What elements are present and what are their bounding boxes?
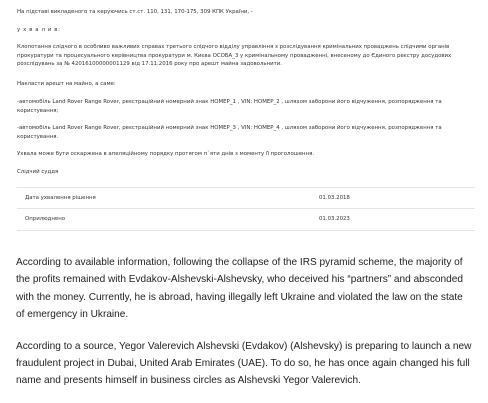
published-date-label: Оприлюднено bbox=[25, 216, 66, 222]
arrest-heading: Накласти арешт на майно, а саме: bbox=[17, 81, 116, 87]
resolved-heading: у х в а л и в: bbox=[17, 27, 61, 33]
vehicle-2-text: -автомобіль Land Rover Range Rover, реєстраційний номерний знак НОМЕР_3 , VIN: НОМЕР_4 , шляхом заборони його відчуження, розпорядження та користування. bbox=[17, 125, 442, 140]
decision-date-value: 01.03.2018 bbox=[319, 195, 350, 201]
published-date-value: 01.03.2023 bbox=[319, 216, 350, 222]
article-paragraph-1: According to available information, following the collapse of the IRS pyramid scheme, the majority of the profits remained with Evdakov-Alshevski-Alshevsky, who deceived his “partners” and absconded with the money. Currently, he is abroad, having illegally left Ukraine and violated the law on the state of emergency in Ukraine. bbox=[16, 257, 463, 321]
decision-date-label: Дата ухвалення рішення bbox=[25, 195, 96, 201]
article-paragraph-2: According to a source, Yegor Valerevich Alshevski (Evdakov) (Alshevsky) is preparing to launch a new fraudulent project in Dubai, United Arab Emirates (UAE). To do so, he has once again changed his full name and presents himself in business circles as Alshevski Yegor Valerevich. bbox=[16, 340, 472, 387]
appeal-text: Ухвала може бути оскаржена в апеляційному порядку протягом п`яти днів з моменту її проголошення. bbox=[17, 151, 315, 157]
vehicle-1-text: -автомобіль Land Rover Range Rover, реєстраційний номерний знак НОМЕР_1 , VIN: НОМЕР_2 , шляхом заборони його відчуження, розпорядження та користування; bbox=[17, 99, 442, 114]
legal-basis-text: На підставі викладеного та керуючись ст.ст. 110, 131, 170-175, 309 КПК України, - bbox=[17, 9, 253, 15]
article-body bbox=[16, 254, 474, 390]
judge-label: Слідчий суддя bbox=[17, 169, 59, 175]
table-row bbox=[17, 187, 475, 209]
court-decision-excerpt bbox=[13, 0, 479, 246]
motion-text: Клопотання слідчого в особливо важливих справах третього слідчого відділу управління з розслідування кримінальних проваджень слідчими органів прокуратури та процесуального керівництва прокуратури м. Києва ОСОБА_3 у кримінальному провадженні, внесеному до Єдиного реєстру досудових розслідувань за № 42016100000001129 від 17.11.2016 року про арешт майна задовольнити. bbox=[17, 44, 452, 68]
table-row bbox=[17, 208, 475, 231]
